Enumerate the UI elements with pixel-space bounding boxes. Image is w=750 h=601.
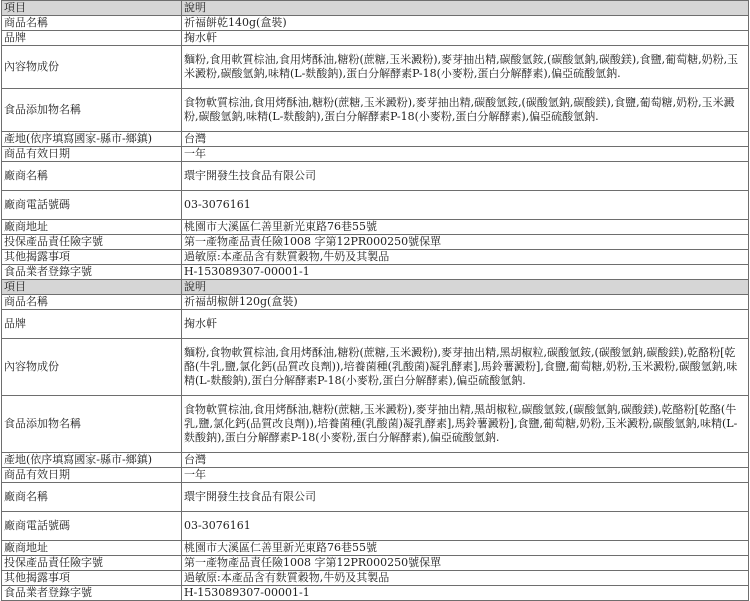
table-row-liability-insurance-number [2,556,749,571]
origin-value: 台灣 [182,453,749,468]
origin-label: 產地(依序填寫國家-縣市-鄉鎮) [2,453,182,468]
table-row-shelf-life [2,468,749,483]
product-info-table [1,0,749,601]
food-additives-label: 食品添加物名稱 [2,396,182,453]
manufacturer-phone-label: 廠商電話號碼 [2,191,182,220]
manufacturer-name-value: 環宇開發生技食品有限公司 [182,483,749,512]
table-row-manufacturer-address [2,220,749,235]
table-row-food-business-registration-number [2,586,749,601]
other-disclosures-label: 其他揭露事項 [2,571,182,586]
origin-value: 台灣 [182,132,749,147]
ingredients-value: 麵粉,食用軟質棕油,食用烤酥油,糖粉(蔗糖,玉米澱粉),麥芽抽出精,碳酸氫銨,(碳酸氫鈉,碳酸鎂),食鹽,葡萄糖,奶粉,玉米澱粉,碳酸氫鈉,味精(L-麩酸鈉),蛋白分解酵素P-18(小麥粉,蛋白分解酵素),偏亞硫酸氫鈉. [182,46,749,89]
other-disclosures-value: 過敏原:本產品含有麩質穀物,牛奶及其製品 [182,250,749,265]
shelf-life-label: 商品有效日期 [2,468,182,483]
manufacturer-phone-label: 廠商電話號碼 [2,512,182,541]
manufacturer-name-label: 廠商名稱 [2,483,182,512]
liability-insurance-number-value: 第一產物產品責任險1008 字第12PR000250號保單 [182,235,749,250]
shelf-life-value: 一年 [182,147,749,162]
table-row-brand [2,31,749,46]
product-name-value: 祈福胡椒餅120g(盒裝) [182,295,749,310]
food-additives-value: 食物軟質棕油,食用烤酥油,糖粉(蔗糖,玉米澱粉),麥芽抽出精,碳酸氫銨,(碳酸氫鈉,碳酸鎂),食鹽,葡萄糖,奶粉,玉米澱粉,碳酸氫鈉,味精(L-麩酸鈉),蛋白分解酵素P-18(小麥粉,蛋白分解酵素),偏亞硫酸氫鈉. [182,89,749,132]
shelf-life-label: 商品有效日期 [2,147,182,162]
header-description-label: 說明 [182,280,749,295]
table-row-manufacturer-name [2,483,749,512]
food-additives-label: 食品添加物名稱 [2,89,182,132]
food-business-registration-number-value: H-153089307-00001-1 [182,586,749,601]
header-item-label: 項目 [2,280,182,295]
liability-insurance-number-label: 投保產品責任險字號 [2,556,182,571]
origin-label: 產地(依序填寫國家-縣市-鄉鎮) [2,132,182,147]
table-row-product-name [2,16,749,31]
shelf-life-value: 一年 [182,468,749,483]
ingredients-label: 內容物成份 [2,339,182,396]
other-disclosures-value: 過敏原:本產品含有麩質穀物,牛奶及其製品 [182,571,749,586]
product-name-value: 祈福餅乾140g(盒裝) [182,16,749,31]
manufacturer-phone-value: 03-3076161 [182,512,749,541]
brand-label: 品牌 [2,310,182,339]
food-business-registration-number-value: H-153089307-00001-1 [182,265,749,280]
brand-value: 掬水軒 [182,310,749,339]
table-row-shelf-life [2,147,749,162]
table-row-food-additives [2,396,749,453]
liability-insurance-number-value: 第一產物產品責任險1008 字第12PR000250號保單 [182,556,749,571]
table-header-row [2,1,749,16]
table-row-food-additives [2,89,749,132]
product-info-sheet [1,0,748,601]
manufacturer-name-value: 環宇開發生技食品有限公司 [182,162,749,191]
table-row-other-disclosures [2,571,749,586]
manufacturer-address-value: 桃園市大溪區仁善里新光東路76巷55號 [182,220,749,235]
ingredients-value: 麵粉,食物軟質棕油,食用烤酥油,糖粉(蔗糖,玉米澱粉),麥芽抽出精,黑胡椒粒,碳酸氫銨,(碳酸氫鈉,碳酸鎂),乾酪粉[乾酪(牛乳,鹽,氯化鈣(品質改良劑)),培養菌種(乳酸菌)凝乳酵素],馬鈴薯澱粉],食鹽,葡萄糖,奶粉,玉米澱粉,碳酸氫鈉,味精(L-麩酸鈉),蛋白分解酵素P-18(小麥粉,蛋白分解酵素),偏亞硫酸氫鈉. [182,339,749,396]
other-disclosures-label: 其他揭露事項 [2,250,182,265]
header-description-label: 說明 [182,1,749,16]
table-row-origin [2,453,749,468]
product-name-label: 商品名稱 [2,16,182,31]
table-header-row [2,280,749,295]
table-row-liability-insurance-number [2,235,749,250]
table-row-food-business-registration-number [2,265,749,280]
table-row-brand [2,310,749,339]
table-row-ingredients [2,46,749,89]
manufacturer-phone-value: 03-3076161 [182,191,749,220]
table-row-manufacturer-address [2,541,749,556]
product-name-label: 商品名稱 [2,295,182,310]
manufacturer-address-label: 廠商地址 [2,220,182,235]
food-business-registration-number-label: 食品業者登錄字號 [2,586,182,601]
manufacturer-address-label: 廠商地址 [2,541,182,556]
food-additives-value: 食物軟質棕油,食用烤酥油,糖粉(蔗糖,玉米澱粉),麥芽抽出精,黑胡椒粒,碳酸氫銨,(碳酸氫鈉,碳酸鎂),乾酪粉[乾酪(牛乳,鹽,氯化鈣(品質改良劑)),培養菌種(乳酸菌)凝乳酵素],馬鈴薯澱粉],食鹽,葡萄糖,奶粉,玉米澱粉,碳酸氫鈉,味精(L-麩酸鈉),蛋白分解酵素P-18(小麥粉,蛋白分解酵素),偏亞硫酸氫鈉. [182,396,749,453]
brand-label: 品牌 [2,31,182,46]
table-row-other-disclosures [2,250,749,265]
table-row-origin [2,132,749,147]
product-info-table-body [2,1,749,601]
ingredients-label: 內容物成份 [2,46,182,89]
table-row-ingredients [2,339,749,396]
food-business-registration-number-label: 食品業者登錄字號 [2,265,182,280]
table-row-manufacturer-phone [2,191,749,220]
table-row-product-name [2,295,749,310]
table-row-manufacturer-name [2,162,749,191]
manufacturer-address-value: 桃園市大溪區仁善里新光東路76巷55號 [182,541,749,556]
liability-insurance-number-label: 投保產品責任險字號 [2,235,182,250]
header-item-label: 項目 [2,1,182,16]
brand-value: 掬水軒 [182,31,749,46]
table-row-manufacturer-phone [2,512,749,541]
manufacturer-name-label: 廠商名稱 [2,162,182,191]
